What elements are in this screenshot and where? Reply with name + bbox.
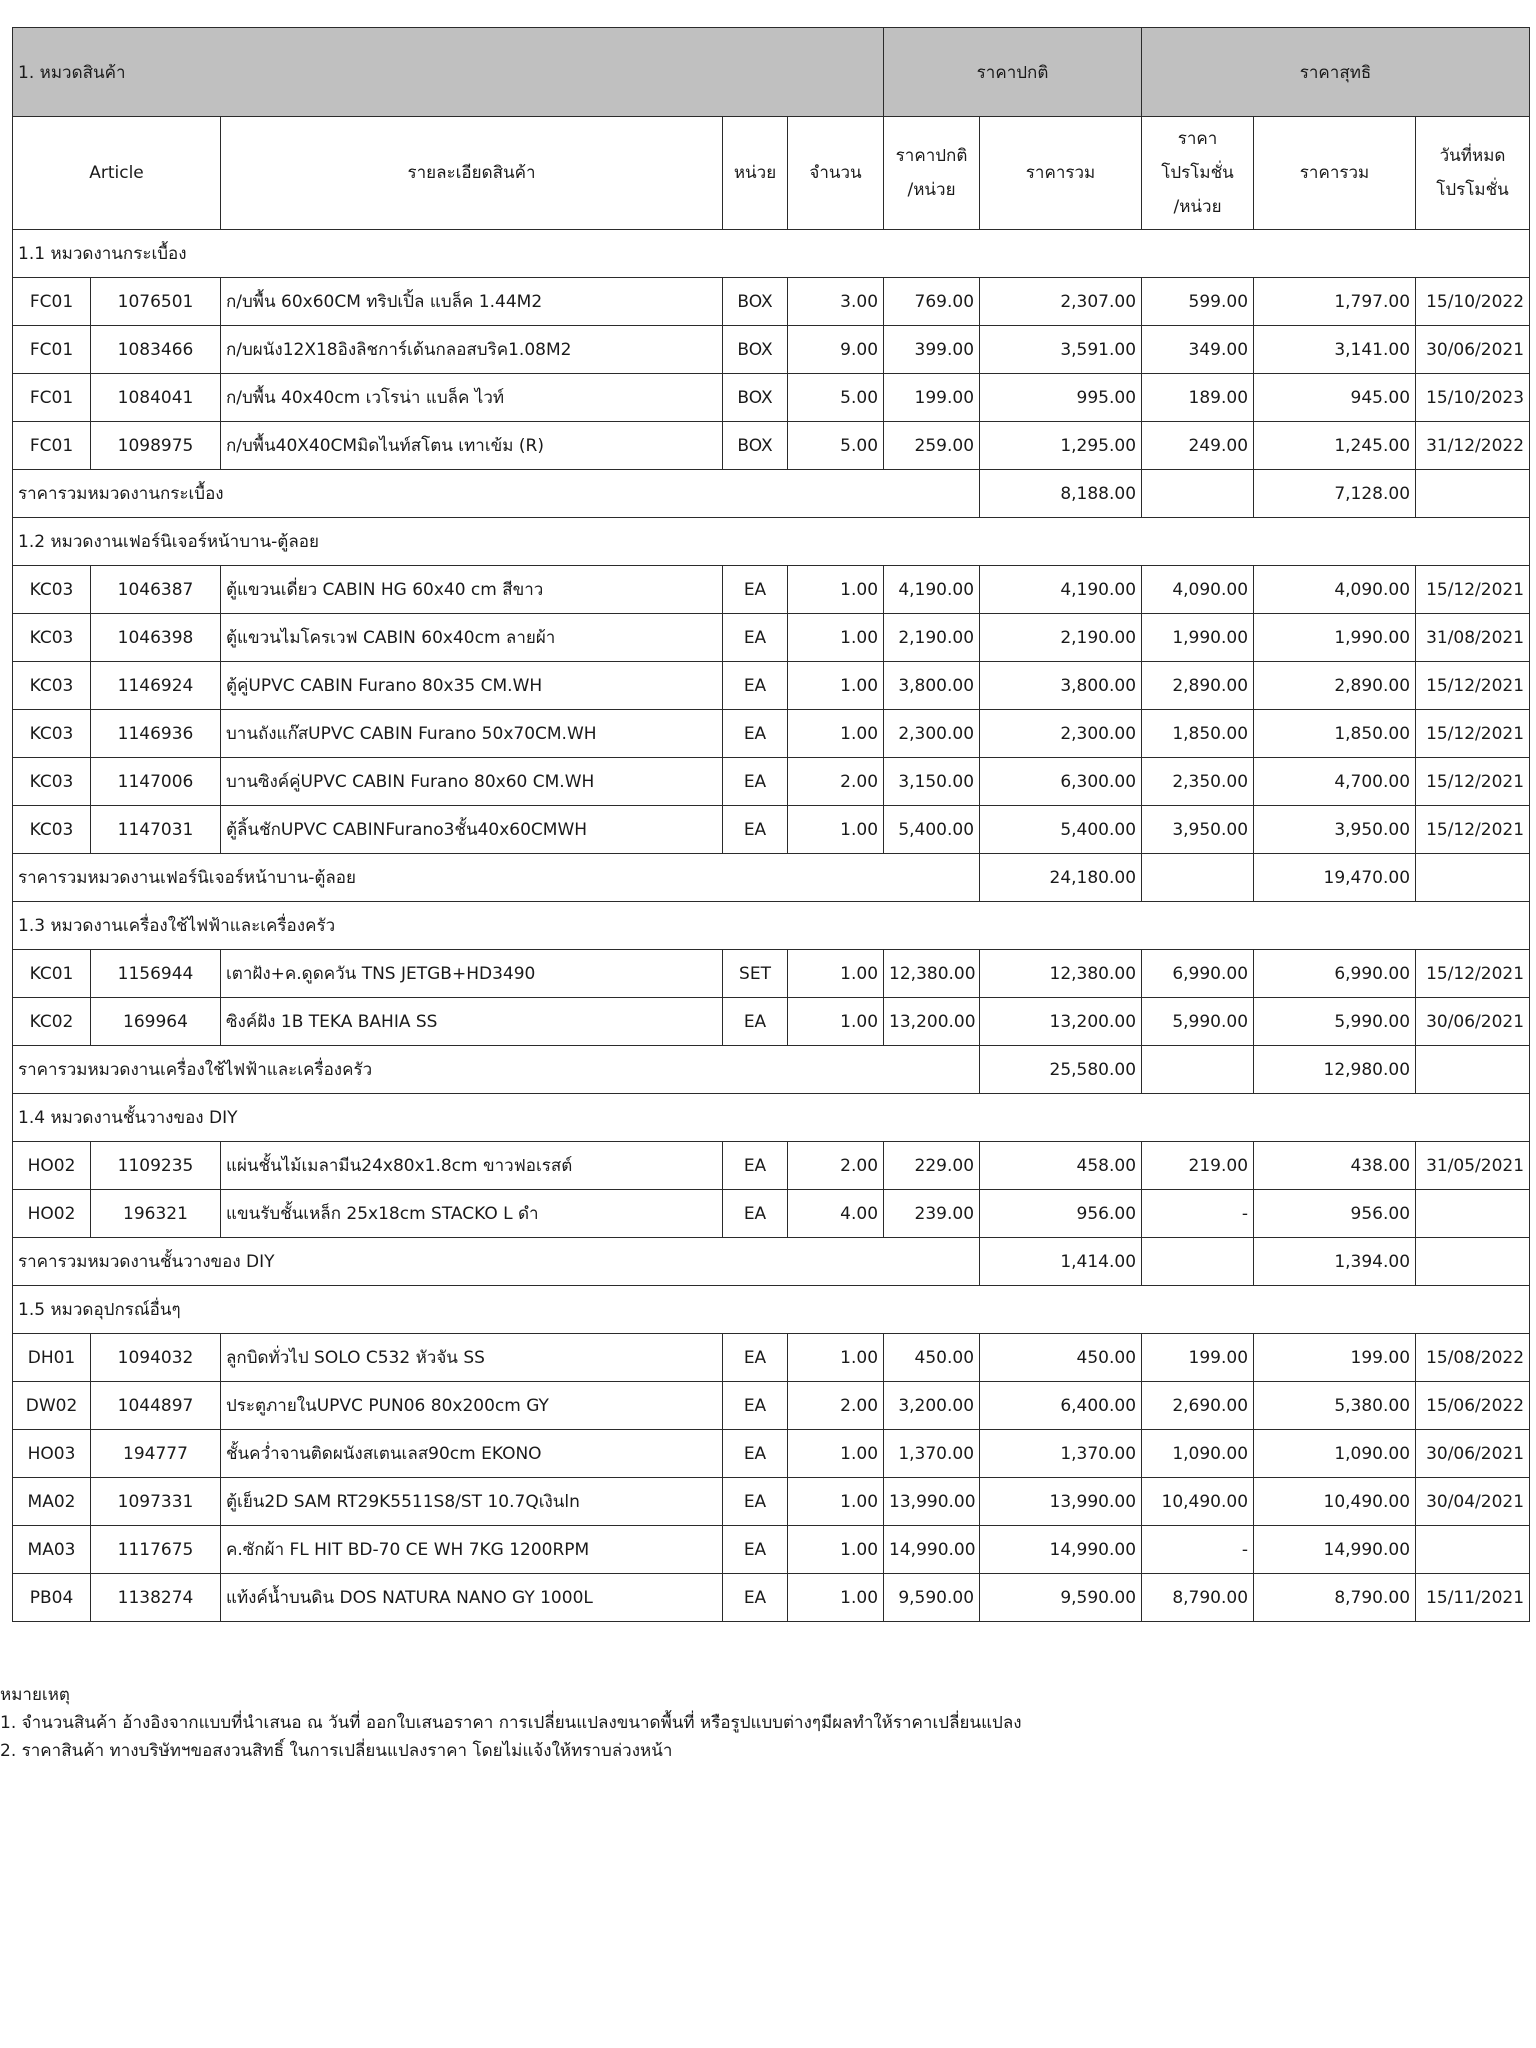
item-article: 1138274 [91,1574,221,1622]
item-article: 1147006 [91,758,221,806]
item-unit-price: 239.00 [884,1190,980,1238]
item-unit-price: 3,150.00 [884,758,980,806]
item-code: HO02 [13,1142,91,1190]
item-quantity: 9.00 [788,326,884,374]
item-total: 6,300.00 [980,758,1142,806]
note-line-2: 2. ราคาสินค้า ทางบริษัทฯขอสงวนสิทธิ์ ในการเปลี่ยนแปลงราคา โดยไม่แจ้งให้ทราบล่วงหน้า [0,1741,673,1761]
item-unit-price: 769.00 [884,278,980,326]
item-quantity: 3.00 [788,278,884,326]
item-unit: BOX [723,374,788,422]
item-description: แท้งค์น้ำบนดิน DOS NATURA NANO GY 1000L [221,1574,723,1622]
item-promo-expiry: 30/06/2021 [1416,326,1530,374]
table-row [13,950,1530,998]
table-row [13,1430,1530,1478]
subtotal-label: ราคารวมหมวดงานกระเบื้อง [13,470,980,518]
item-article: 1109235 [91,1142,221,1190]
group-net-price: ราคาสุทธิ [1142,28,1530,117]
item-article: 1046387 [91,566,221,614]
subtotal-normal: 1,414.00 [980,1238,1142,1286]
item-promo-expiry: 15/10/2023 [1416,374,1530,422]
item-quantity: 4.00 [788,1190,884,1238]
table-row [13,758,1530,806]
item-promo-expiry: 30/04/2021 [1416,1478,1530,1526]
section-title: 1.2 หมวดงานเฟอร์นิเจอร์หน้าบาน-ตู้ลอย [13,518,1530,566]
item-promo-price: 349.00 [1142,326,1254,374]
item-quantity: 1.00 [788,1430,884,1478]
item-article: 1147031 [91,806,221,854]
item-quantity: 1.00 [788,710,884,758]
item-unit: BOX [723,326,788,374]
item-unit: EA [723,1142,788,1190]
item-unit-price: 259.00 [884,422,980,470]
subtotal-spacer [1142,470,1254,518]
item-article: 1076501 [91,278,221,326]
item-net-total: 1,990.00 [1254,614,1416,662]
item-description: บานถังแก๊สUPVC CABIN Furano 50x70CM.WH [221,710,723,758]
table-row [13,374,1530,422]
item-total: 12,380.00 [980,950,1142,998]
item-promo-expiry: 15/12/2021 [1416,662,1530,710]
item-unit-price: 3,200.00 [884,1382,980,1430]
item-description: ตู้แขวนไมโครเวฟ CABIN 60x40cm ลายผ้า [221,614,723,662]
section-title: 1.4 หมวดงานชั้นวางของ DIY [13,1094,1530,1142]
item-code: FC01 [13,278,91,326]
item-total: 3,800.00 [980,662,1142,710]
item-total: 450.00 [980,1334,1142,1382]
item-article: 169964 [91,998,221,1046]
item-promo-expiry: 15/12/2021 [1416,806,1530,854]
col-net-total: ราคารวม [1254,117,1416,230]
col-promo-expiry: วันที่หมด โปรโมชั่น [1416,117,1530,230]
item-unit-price: 399.00 [884,326,980,374]
item-promo-price: 199.00 [1142,1334,1254,1382]
item-description: ประตูภายในUPVC PUN06 80x200cm GY [221,1382,723,1430]
item-total: 2,190.00 [980,614,1142,662]
item-code: DW02 [13,1382,91,1430]
item-unit-price: 3,800.00 [884,662,980,710]
item-quantity: 1.00 [788,950,884,998]
item-unit-price: 199.00 [884,374,980,422]
item-promo-expiry: 15/12/2021 [1416,566,1530,614]
item-unit: EA [723,662,788,710]
item-net-total: 438.00 [1254,1142,1416,1190]
subtotal-row [13,470,1530,518]
subtotal-net: 7,128.00 [1254,470,1416,518]
item-description: ค.ซักผ้า FL HIT BD-70 CE WH 7KG 1200RPM [221,1526,723,1574]
item-total: 995.00 [980,374,1142,422]
item-description: ก/บพื้น 40x40cm เวโรน่า แบล็ค ไวท์ [221,374,723,422]
item-unit: BOX [723,422,788,470]
subtotal-row [13,854,1530,902]
item-promo-price: 8,790.00 [1142,1574,1254,1622]
item-net-total: 4,090.00 [1254,566,1416,614]
subtotal-spacer [1416,470,1530,518]
item-unit-price: 229.00 [884,1142,980,1190]
item-total: 14,990.00 [980,1526,1142,1574]
item-description: ก/บผนัง12X18อิงลิชการ์เด้นกลอสบริค1.08M2 [221,326,723,374]
item-unit-price: 9,590.00 [884,1574,980,1622]
table-row [13,1142,1530,1190]
item-promo-expiry: 15/08/2022 [1416,1334,1530,1382]
item-promo-price: 1,990.00 [1142,614,1254,662]
item-unit-price: 2,190.00 [884,614,980,662]
item-promo-price: 4,090.00 [1142,566,1254,614]
item-article: 1117675 [91,1526,221,1574]
item-description: ลูกบิดทั่วไป SOLO C532 หัวจัน SS [221,1334,723,1382]
item-code: FC01 [13,422,91,470]
subtotal-row [13,1046,1530,1094]
item-description: ก/บพื้น40X40CMมิดไนท์สโตน เทาเข้ม (R) [221,422,723,470]
item-net-total: 3,141.00 [1254,326,1416,374]
category-header-row [13,28,1530,117]
item-unit-price: 2,300.00 [884,710,980,758]
table-row [13,614,1530,662]
item-quantity: 5.00 [788,422,884,470]
item-net-total: 1,850.00 [1254,710,1416,758]
subtotal-label: ราคารวมหมวดงานชั้นวางของ DIY [13,1238,980,1286]
item-code: KC03 [13,758,91,806]
item-description: ตู้แขวนเดี่ยว CABIN HG 60x40 cm สีขาว [221,566,723,614]
table-row [13,1334,1530,1382]
item-net-total: 5,990.00 [1254,998,1416,1046]
item-net-total: 199.00 [1254,1334,1416,1382]
col-unit-price: ราคาปกติ /หน่วย [884,117,980,230]
item-unit: BOX [723,278,788,326]
item-promo-expiry: 15/12/2021 [1416,758,1530,806]
item-total: 1,370.00 [980,1430,1142,1478]
table-row [13,278,1530,326]
subtotal-normal: 24,180.00 [980,854,1142,902]
item-article: 1146936 [91,710,221,758]
subtotal-spacer [1416,1046,1530,1094]
subtotal-spacer [1142,854,1254,902]
subtotal-normal: 8,188.00 [980,470,1142,518]
item-unit: EA [723,1526,788,1574]
item-net-total: 10,490.00 [1254,1478,1416,1526]
column-header-row [13,117,1530,230]
subtotal-spacer [1416,1238,1530,1286]
section-header-row [13,1094,1530,1142]
item-quantity: 2.00 [788,758,884,806]
item-description: ซิงค์ฝัง 1B TEKA BAHIA SS [221,998,723,1046]
section-title: 1.5 หมวดอุปกรณ์อื่นๆ [13,1286,1530,1334]
item-quantity: 1.00 [788,1526,884,1574]
group-normal-price: ราคาปกติ [884,28,1142,117]
item-net-total: 1,797.00 [1254,278,1416,326]
item-promo-price: - [1142,1190,1254,1238]
table-row [13,1190,1530,1238]
item-promo-price: 599.00 [1142,278,1254,326]
item-code: DH01 [13,1334,91,1382]
item-quantity: 1.00 [788,1334,884,1382]
section-header-row [13,902,1530,950]
section-title: 1.1 หมวดงานกระเบื้อง [13,230,1530,278]
col-article: Article [13,117,221,230]
section-title: 1.3 หมวดงานเครื่องใช้ไฟฟ้าและเครื่องครัว [13,902,1530,950]
item-unit: EA [723,998,788,1046]
item-promo-expiry: 15/10/2022 [1416,278,1530,326]
item-total: 956.00 [980,1190,1142,1238]
item-quantity: 1.00 [788,662,884,710]
item-total: 13,990.00 [980,1478,1142,1526]
item-net-total: 956.00 [1254,1190,1416,1238]
item-quantity: 1.00 [788,998,884,1046]
subtotal-spacer [1416,854,1530,902]
item-unit: EA [723,1430,788,1478]
item-net-total: 5,380.00 [1254,1382,1416,1430]
item-promo-price: 1,090.00 [1142,1430,1254,1478]
item-unit: EA [723,758,788,806]
item-unit-price: 13,990.00 [884,1478,980,1526]
item-total: 9,590.00 [980,1574,1142,1622]
item-article: 194777 [91,1430,221,1478]
item-code: KC03 [13,566,91,614]
item-promo-price: 10,490.00 [1142,1478,1254,1526]
item-promo-price: 2,690.00 [1142,1382,1254,1430]
item-unit-price: 450.00 [884,1334,980,1382]
item-promo-expiry: 30/06/2021 [1416,998,1530,1046]
section-header-row [13,1286,1530,1334]
subtotal-net: 19,470.00 [1254,854,1416,902]
section-header-row [13,230,1530,278]
item-net-total: 8,790.00 [1254,1574,1416,1622]
item-promo-price: 2,890.00 [1142,662,1254,710]
item-total: 458.00 [980,1142,1142,1190]
item-article: 1094032 [91,1334,221,1382]
item-quantity: 5.00 [788,374,884,422]
item-code: MA02 [13,1478,91,1526]
item-article: 1097331 [91,1478,221,1526]
item-total: 2,300.00 [980,710,1142,758]
item-total: 2,307.00 [980,278,1142,326]
item-promo-expiry [1416,1526,1530,1574]
item-description: ชั้นคว่ำจานติดผนังสเตนเลส90cm EKONO [221,1430,723,1478]
item-promo-price: 5,990.00 [1142,998,1254,1046]
item-code: KC03 [13,614,91,662]
item-unit-price: 1,370.00 [884,1430,980,1478]
subtotal-spacer [1142,1238,1254,1286]
item-quantity: 2.00 [788,1142,884,1190]
subtotal-row [13,1238,1530,1286]
item-quantity: 1.00 [788,1478,884,1526]
item-promo-expiry: 30/06/2021 [1416,1430,1530,1478]
subtotal-normal: 25,580.00 [980,1046,1142,1094]
item-total: 3,591.00 [980,326,1142,374]
item-promo-expiry [1416,1190,1530,1238]
item-total: 13,200.00 [980,998,1142,1046]
item-article: 1044897 [91,1382,221,1430]
item-code: FC01 [13,326,91,374]
item-unit: EA [723,806,788,854]
item-total: 1,295.00 [980,422,1142,470]
item-code: HO02 [13,1190,91,1238]
item-article: 1146924 [91,662,221,710]
item-promo-expiry: 31/12/2022 [1416,422,1530,470]
item-article: 1046398 [91,614,221,662]
item-code: KC02 [13,998,91,1046]
table-row [13,326,1530,374]
item-promo-expiry: 31/08/2021 [1416,614,1530,662]
item-description: ตู้คู่UPVC CABIN Furano 80x35 CM.WH [221,662,723,710]
item-total: 5,400.00 [980,806,1142,854]
item-promo-expiry: 15/06/2022 [1416,1382,1530,1430]
item-quantity: 1.00 [788,1574,884,1622]
item-code: PB04 [13,1574,91,1622]
item-description: แขนรับชั้นเหล็ก 25x18cm STACKO L ดำ [221,1190,723,1238]
item-article: 196321 [91,1190,221,1238]
category-title: 1. หมวดสินค้า [13,28,884,117]
table-row [13,422,1530,470]
col-promo-price: ราคา โปรโมชั่น /หน่วย [1142,117,1254,230]
item-promo-price: 219.00 [1142,1142,1254,1190]
item-net-total: 2,890.00 [1254,662,1416,710]
item-promo-expiry: 15/12/2021 [1416,950,1530,998]
item-code: FC01 [13,374,91,422]
item-promo-price: 1,850.00 [1142,710,1254,758]
subtotal-spacer [1142,1046,1254,1094]
item-description: ก/บพื้น 60x60CM ทริปเปิ้ล แบล็ค 1.44M2 [221,278,723,326]
table-row [13,998,1530,1046]
item-description: ตู้เย็น2D SAM RT29K5511S8/ST 10.7Qเงินln [221,1478,723,1526]
item-article: 1156944 [91,950,221,998]
subtotal-label: ราคารวมหมวดงานเครื่องใช้ไฟฟ้าและเครื่องครัว [13,1046,980,1094]
item-net-total: 1,245.00 [1254,422,1416,470]
item-unit: EA [723,1190,788,1238]
col-total: ราคารวม [980,117,1142,230]
item-code: KC01 [13,950,91,998]
item-promo-expiry: 31/05/2021 [1416,1142,1530,1190]
item-quantity: 1.00 [788,566,884,614]
table-row [13,1382,1530,1430]
item-quantity: 2.00 [788,1382,884,1430]
item-promo-price: 6,990.00 [1142,950,1254,998]
item-unit-price: 13,200.00 [884,998,980,1046]
item-code: MA03 [13,1526,91,1574]
table-row [13,566,1530,614]
note-line-1: 1. จำนวนสินค้า อ้างอิงจากแบบที่นำเสนอ ณ วันที่ ออกใบเสนอราคา การเปลี่ยนแปลงขนาดพื้นที่ หรือรูปแบบต่างๆมีผลทำให้ราคาเปลี่ยนแปลง [0,1713,1022,1733]
item-quantity: 1.00 [788,806,884,854]
item-total: 4,190.00 [980,566,1142,614]
notes [0,1681,1022,1765]
table-row [13,806,1530,854]
item-description: แผ่นชั้นไม้เมลามีน24x80x1.8cm ขาวฟอเรสต์ [221,1142,723,1190]
table-row [13,1478,1530,1526]
subtotal-net: 1,394.00 [1254,1238,1416,1286]
item-total: 6,400.00 [980,1382,1142,1430]
item-unit: EA [723,710,788,758]
item-promo-price: 189.00 [1142,374,1254,422]
item-description: บานซิงค์คู่UPVC CABIN Furano 80x60 CM.WH [221,758,723,806]
col-quantity: จำนวน [788,117,884,230]
item-net-total: 3,950.00 [1254,806,1416,854]
item-unit-price: 5,400.00 [884,806,980,854]
subtotal-label: ราคารวมหมวดงานเฟอร์นิเจอร์หน้าบาน-ตู้ลอย [13,854,980,902]
quotation-table [12,27,1530,1622]
item-unit-price: 14,990.00 [884,1526,980,1574]
item-net-total: 6,990.00 [1254,950,1416,998]
notes-title: หมายเหตุ [0,1685,70,1705]
item-net-total: 945.00 [1254,374,1416,422]
item-unit: EA [723,1478,788,1526]
item-code: KC03 [13,710,91,758]
item-code: KC03 [13,662,91,710]
item-promo-price: 3,950.00 [1142,806,1254,854]
item-quantity: 1.00 [788,614,884,662]
table-row [13,662,1530,710]
item-net-total: 1,090.00 [1254,1430,1416,1478]
table-row [13,1526,1530,1574]
col-unit: หน่วย [723,117,788,230]
item-promo-price: 2,350.00 [1142,758,1254,806]
col-description: รายละเอียดสินค้า [221,117,723,230]
section-header-row [13,518,1530,566]
item-unit: SET [723,950,788,998]
item-net-total: 4,700.00 [1254,758,1416,806]
item-unit: EA [723,614,788,662]
table-row [13,710,1530,758]
item-net-total: 14,990.00 [1254,1526,1416,1574]
item-promo-expiry: 15/11/2021 [1416,1574,1530,1622]
item-unit: EA [723,1574,788,1622]
table-row [13,1574,1530,1622]
item-description: เตาฝัง+ค.ดูดควัน TNS JETGB+HD3490 [221,950,723,998]
item-unit-price: 4,190.00 [884,566,980,614]
item-article: 1098975 [91,422,221,470]
item-unit: EA [723,566,788,614]
item-promo-price: - [1142,1526,1254,1574]
subtotal-net: 12,980.00 [1254,1046,1416,1094]
item-promo-expiry: 15/12/2021 [1416,710,1530,758]
item-code: HO03 [13,1430,91,1478]
item-unit-price: 12,380.00 [884,950,980,998]
item-description: ตู้ลิ้นชักUPVC CABINFurano3ชั้น40x60CMWH [221,806,723,854]
item-unit: EA [723,1334,788,1382]
item-article: 1083466 [91,326,221,374]
item-unit: EA [723,1382,788,1430]
item-code: KC03 [13,806,91,854]
item-article: 1084041 [91,374,221,422]
item-promo-price: 249.00 [1142,422,1254,470]
